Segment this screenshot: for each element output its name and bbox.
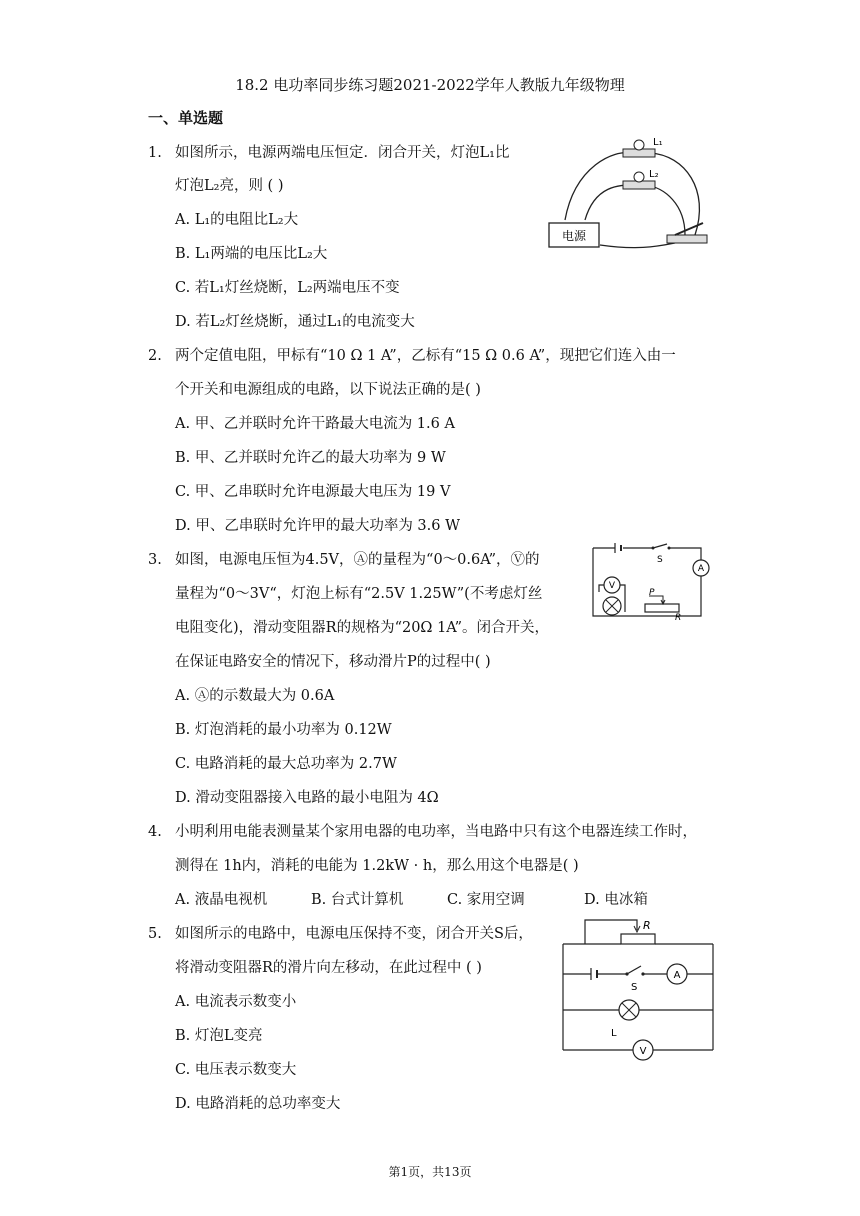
question-3-stem-line-4: 在保证电路安全的情况下，移动滑片P的过程中( ): [175, 654, 491, 670]
question-4-stem-line-1: 小明利用电能表测量某个家用电器的电功率，当电路中只有这个电器连续工作时，: [175, 824, 697, 840]
question-5-number: 5.: [148, 926, 162, 942]
power-source-label: 电源: [561, 229, 587, 243]
question-5-option-b: B. 灯泡L变亮: [175, 1028, 263, 1044]
question-4-option-d: D. 电冰箱: [584, 892, 648, 908]
question-5-option-d: D. 电路消耗的总功率变大: [175, 1096, 341, 1112]
question-2-option-b: B. 甲、乙并联时允许乙的最大功率为 9 W: [175, 450, 446, 466]
section-heading: 一、单选题: [148, 109, 224, 127]
question-5-stem-line-2: 将滑动变阻器R的滑片向左移动，在此过程中 ( ): [175, 960, 482, 976]
lamp2-label: L₂: [649, 169, 659, 180]
question-5-option-c: C. 电压表示数变大: [175, 1062, 297, 1078]
voltmeter-label: V: [639, 1046, 647, 1057]
rheostat-label: R: [675, 613, 682, 623]
question-2-option-a: A. 甲、乙并联时允许干路最大电流为 1.6 A: [175, 416, 455, 432]
ammeter-label: A: [697, 564, 705, 574]
switch-label: S: [657, 555, 663, 565]
question-2-stem-line-2: 个开关和电源组成的电路，以下说法正确的是( ): [175, 382, 481, 398]
question-1-circuit-figure: [545, 135, 715, 255]
lamp-label: L: [611, 1028, 617, 1039]
question-3-number: 3.: [148, 552, 162, 568]
question-2-option-d: D. 甲、乙串联时允许甲的最大功率为 3.6 W: [175, 518, 461, 534]
rheostat-label: R: [643, 919, 651, 932]
question-1-stem-line-1: 如图所示，电源两端电压恒定．闭合开关，灯泡L₁比: [175, 145, 510, 161]
question-5-circuit-figure: [555, 912, 720, 1067]
question-3-option-d: D. 滑动变阻器接入电路的最小电阻为 4Ω: [175, 790, 439, 806]
page-footer: 第1页，共13页: [388, 1165, 472, 1179]
question-3-circuit-figure: [585, 540, 715, 630]
voltmeter-label: V: [608, 581, 616, 591]
question-1-stem-line-2: 灯泡L₂亮，则 ( ): [175, 178, 284, 194]
question-4-option-b: B. 台式计算机: [311, 892, 404, 908]
page-title: 18.2 电功率同步练习题2021-2022学年人教版九年级物理: [235, 76, 625, 94]
lamp1-label: L₁: [653, 137, 663, 148]
question-1-option-b: B. L₁两端的电压比L₂大: [175, 246, 328, 262]
question-4-number: 4.: [148, 824, 162, 840]
question-2-stem-line-1: 两个定值电阻，甲标有“10 Ω 1 A”，乙标有“15 Ω 0.6 A”，现把它们连入由一: [175, 348, 676, 364]
question-3-option-c: C. 电路消耗的最大总功率为 2.7W: [175, 756, 397, 772]
question-2-option-c: C. 甲、乙串联时允许电源最大电压为 19 V: [175, 484, 451, 500]
question-4-option-a: A. 液晶电视机: [175, 892, 268, 908]
question-4-option-c: C. 家用空调: [447, 892, 525, 908]
question-5-stem-line-1: 如图所示的电路中，电源电压保持不变，闭合开关S后，: [175, 926, 533, 942]
question-1-number: 1.: [148, 145, 162, 161]
slider-label: P: [649, 588, 655, 598]
ammeter-label: A: [673, 970, 681, 981]
question-1-option-a: A. L₁的电阻比L₂大: [175, 212, 299, 228]
question-1-option-d: D. 若L₂灯丝烧断，通过L₁的电流变大: [175, 314, 415, 330]
question-3-stem-line-1: 如图，电源电压恒为4.5V，Ⓐ的量程为“0～0.6A”，Ⓥ的: [175, 552, 540, 568]
question-2-number: 2.: [148, 348, 162, 364]
question-1-option-c: C. 若L₁灯丝烧断，L₂两端电压不变: [175, 280, 400, 296]
question-3-stem-line-3: 电阻变化)，滑动变阻器R的规格为“20Ω 1A”。闭合开关，: [175, 620, 550, 636]
question-5-option-a: A. 电流表示数变小: [175, 994, 297, 1010]
question-4-stem-line-2: 测得在 1h内，消耗的电能为 1.2kW · h，那么用这个电器是( ): [175, 858, 579, 874]
switch-label: S: [631, 982, 638, 993]
question-3-option-b: B. 灯泡消耗的最小功率为 0.12W: [175, 722, 392, 738]
question-3-option-a: A. Ⓐ的示数最大为 0.6A: [175, 688, 335, 704]
question-3-stem-line-2: 量程为“0～3V“，灯泡上标有“2.5V 1.25W”(不考虑灯丝: [175, 586, 543, 602]
